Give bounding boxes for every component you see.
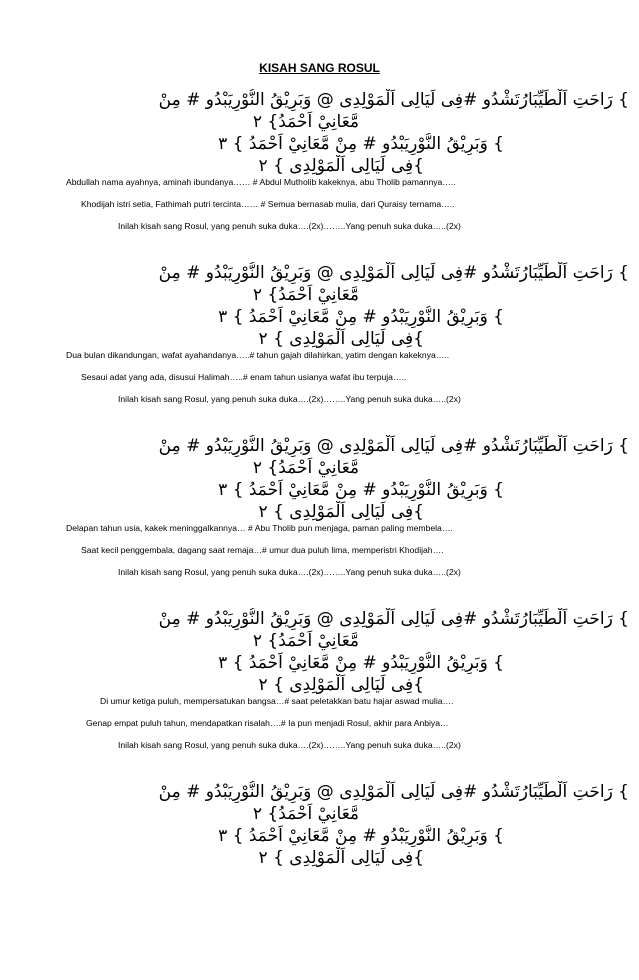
refrain-line-1: } رَاحَتِ اَلْطَيِّبَارُتَشْدُو #فِى لَيَالِى اَلْمَوْلِدِى @ وَبَرِيْقُ النُّوْرِيَبْدُو # مِنْ [158,782,629,802]
refrain-line-1: } رَاحَتِ اَلْطَيِّبَارُتَشْدُو #فِى لَيَالِى اَلْمَوْلِدِى @ وَبَرِيْقُ النُّوْرِيَبْدُو # مِنْ [158,609,629,629]
refrain-line-4: }فِى لَيَالِى اَلْمَوْلِدِى } ٢ [258,675,424,695]
refrain-line-2: مَّعَانِيْ اَحْمَدُ} ٢ [252,112,359,132]
refrain-block [0,262,639,350]
refrain-line-3: } وَبَرِيْقُ النُّوْرِيَبْدُو # مِنْ مَّعَانِيْ اَحْمَدُ } ٣ [218,826,504,846]
refrain-line-4: }فِى لَيَالِى اَلْمَوْلِدِى } ٢ [258,848,424,868]
refrain-line-4: }فِى لَيَالِى اَلْمَوْلِدِى } ٢ [258,156,424,176]
refrain-line-3: } وَبَرِيْقُ النُّوْرِيَبْدُو # مِنْ مَّعَانِيْ اَحْمَدُ } ٣ [218,653,504,673]
refrain-block [0,89,639,177]
refrain-line-1: } رَاحَتِ اَلْطَيِّبَارُتَشْدُو #فِى لَيَالِى اَلْمَوْلِدِى @ وَبَرِيْقُ النُّوْرِيَبْدُو # مِنْ [158,436,629,456]
stanza-line-1: Abdullah nama ayahnya, aminah ibundanya…… # Abdul Mutholib kakeknya, abu Tholib pamannya….. [66,177,456,187]
stanza-line-3: Inilah kisah sang Rosul, yang penuh suka duka….(2x)……..Yang penuh suka duka…..(2x) [118,740,461,750]
page-title: KISAH SANG ROSUL [259,61,380,75]
stanza-line-2: Genap empat puluh tahun, mendapatkan risalah….# Ia pun menjadi Rosul, akhir para Anbiya… [86,718,449,728]
stanza-line-2: Sesaui adat yang ada, disusui Halimah…..# enam tahun usianya wafat ibu terpuja….. [81,372,407,382]
refrain-line-2: مَّعَانِيْ اَحْمَدُ} ٢ [252,285,359,305]
refrain-line-1: } رَاحَتِ اَلْطَيِّبَارُتَشْدُو #فِى لَيَالِى اَلْمَوْلِدِى @ وَبَرِيْقُ النُّوْرِيَبْدُو # مِنْ [158,263,629,283]
refrain-block [0,781,639,869]
stanza-line-1: Dua bulan dikandungan, wafat ayahandanya…..# tahun gajah dilahirkan, yatim dengan kakeknya….. [66,350,450,360]
refrain-line-3: } وَبَرِيْقُ النُّوْرِيَبْدُو # مِنْ مَّعَانِيْ اَحْمَدُ } ٣ [218,134,504,154]
stanza-line-2: Khodijah istri setia, Fathimah putri tercinta…… # Semua bernasab mulia, dari Quraisy ternama….. [81,199,455,209]
stanza-block [0,344,639,410]
refrain-line-3: } وَبَرِيْقُ النُّوْرِيَبْدُو # مِنْ مَّعَانِيْ اَحْمَدُ } ٣ [218,480,504,500]
refrain-line-4: }فِى لَيَالِى اَلْمَوْلِدِى } ٢ [258,329,424,349]
stanza-line-3: Inilah kisah sang Rosul, yang penuh suka duka….(2x)……..Yang penuh suka duka…..(2x) [118,394,461,404]
stanza-line-1: Delapan tahun usia, kakek meninggalkannya… # Abu Tholib pun menjaga, paman paling membela…. [66,523,453,533]
stanza-line-3: Inilah kisah sang Rosul, yang penuh suka duka….(2x)……..Yang penuh suka duka…..(2x) [118,567,461,577]
stanza-line-3: Inilah kisah sang Rosul, yang penuh suka duka….(2x)……..Yang penuh suka duka…..(2x) [118,221,461,231]
stanza-block [0,517,639,583]
refrain-line-3: } وَبَرِيْقُ النُّوْرِيَبْدُو # مِنْ مَّعَانِيْ اَحْمَدُ } ٣ [218,307,504,327]
stanza-block [0,171,639,237]
refrain-block [0,435,639,523]
refrain-block [0,608,639,696]
stanza-line-2: Saat kecil penggembala, dagang saat remaja…# umur dua puluh lima, memperistri Khodijah…. [81,545,444,555]
refrain-line-4: }فِى لَيَالِى اَلْمَوْلِدِى } ٢ [258,502,424,522]
refrain-line-2: مَّعَانِيْ اَحْمَدُ} ٢ [252,458,359,478]
refrain-line-2: مَّعَانِيْ اَحْمَدُ} ٢ [252,631,359,651]
refrain-line-2: مَّعَانِيْ اَحْمَدُ} ٢ [252,804,359,824]
stanza-line-1: Di umur ketiga puluh, mempersatukan bangsa…# saat peletakkan batu hajar aswad mulia…. [100,696,454,706]
stanza-block [0,690,639,756]
refrain-line-1: } رَاحَتِ اَلْطَيِّبَارُتَشْدُو #فِى لَيَالِى اَلْمَوْلِدِى @ وَبَرِيْقُ النُّوْرِيَبْدُو # مِنْ [158,90,629,110]
